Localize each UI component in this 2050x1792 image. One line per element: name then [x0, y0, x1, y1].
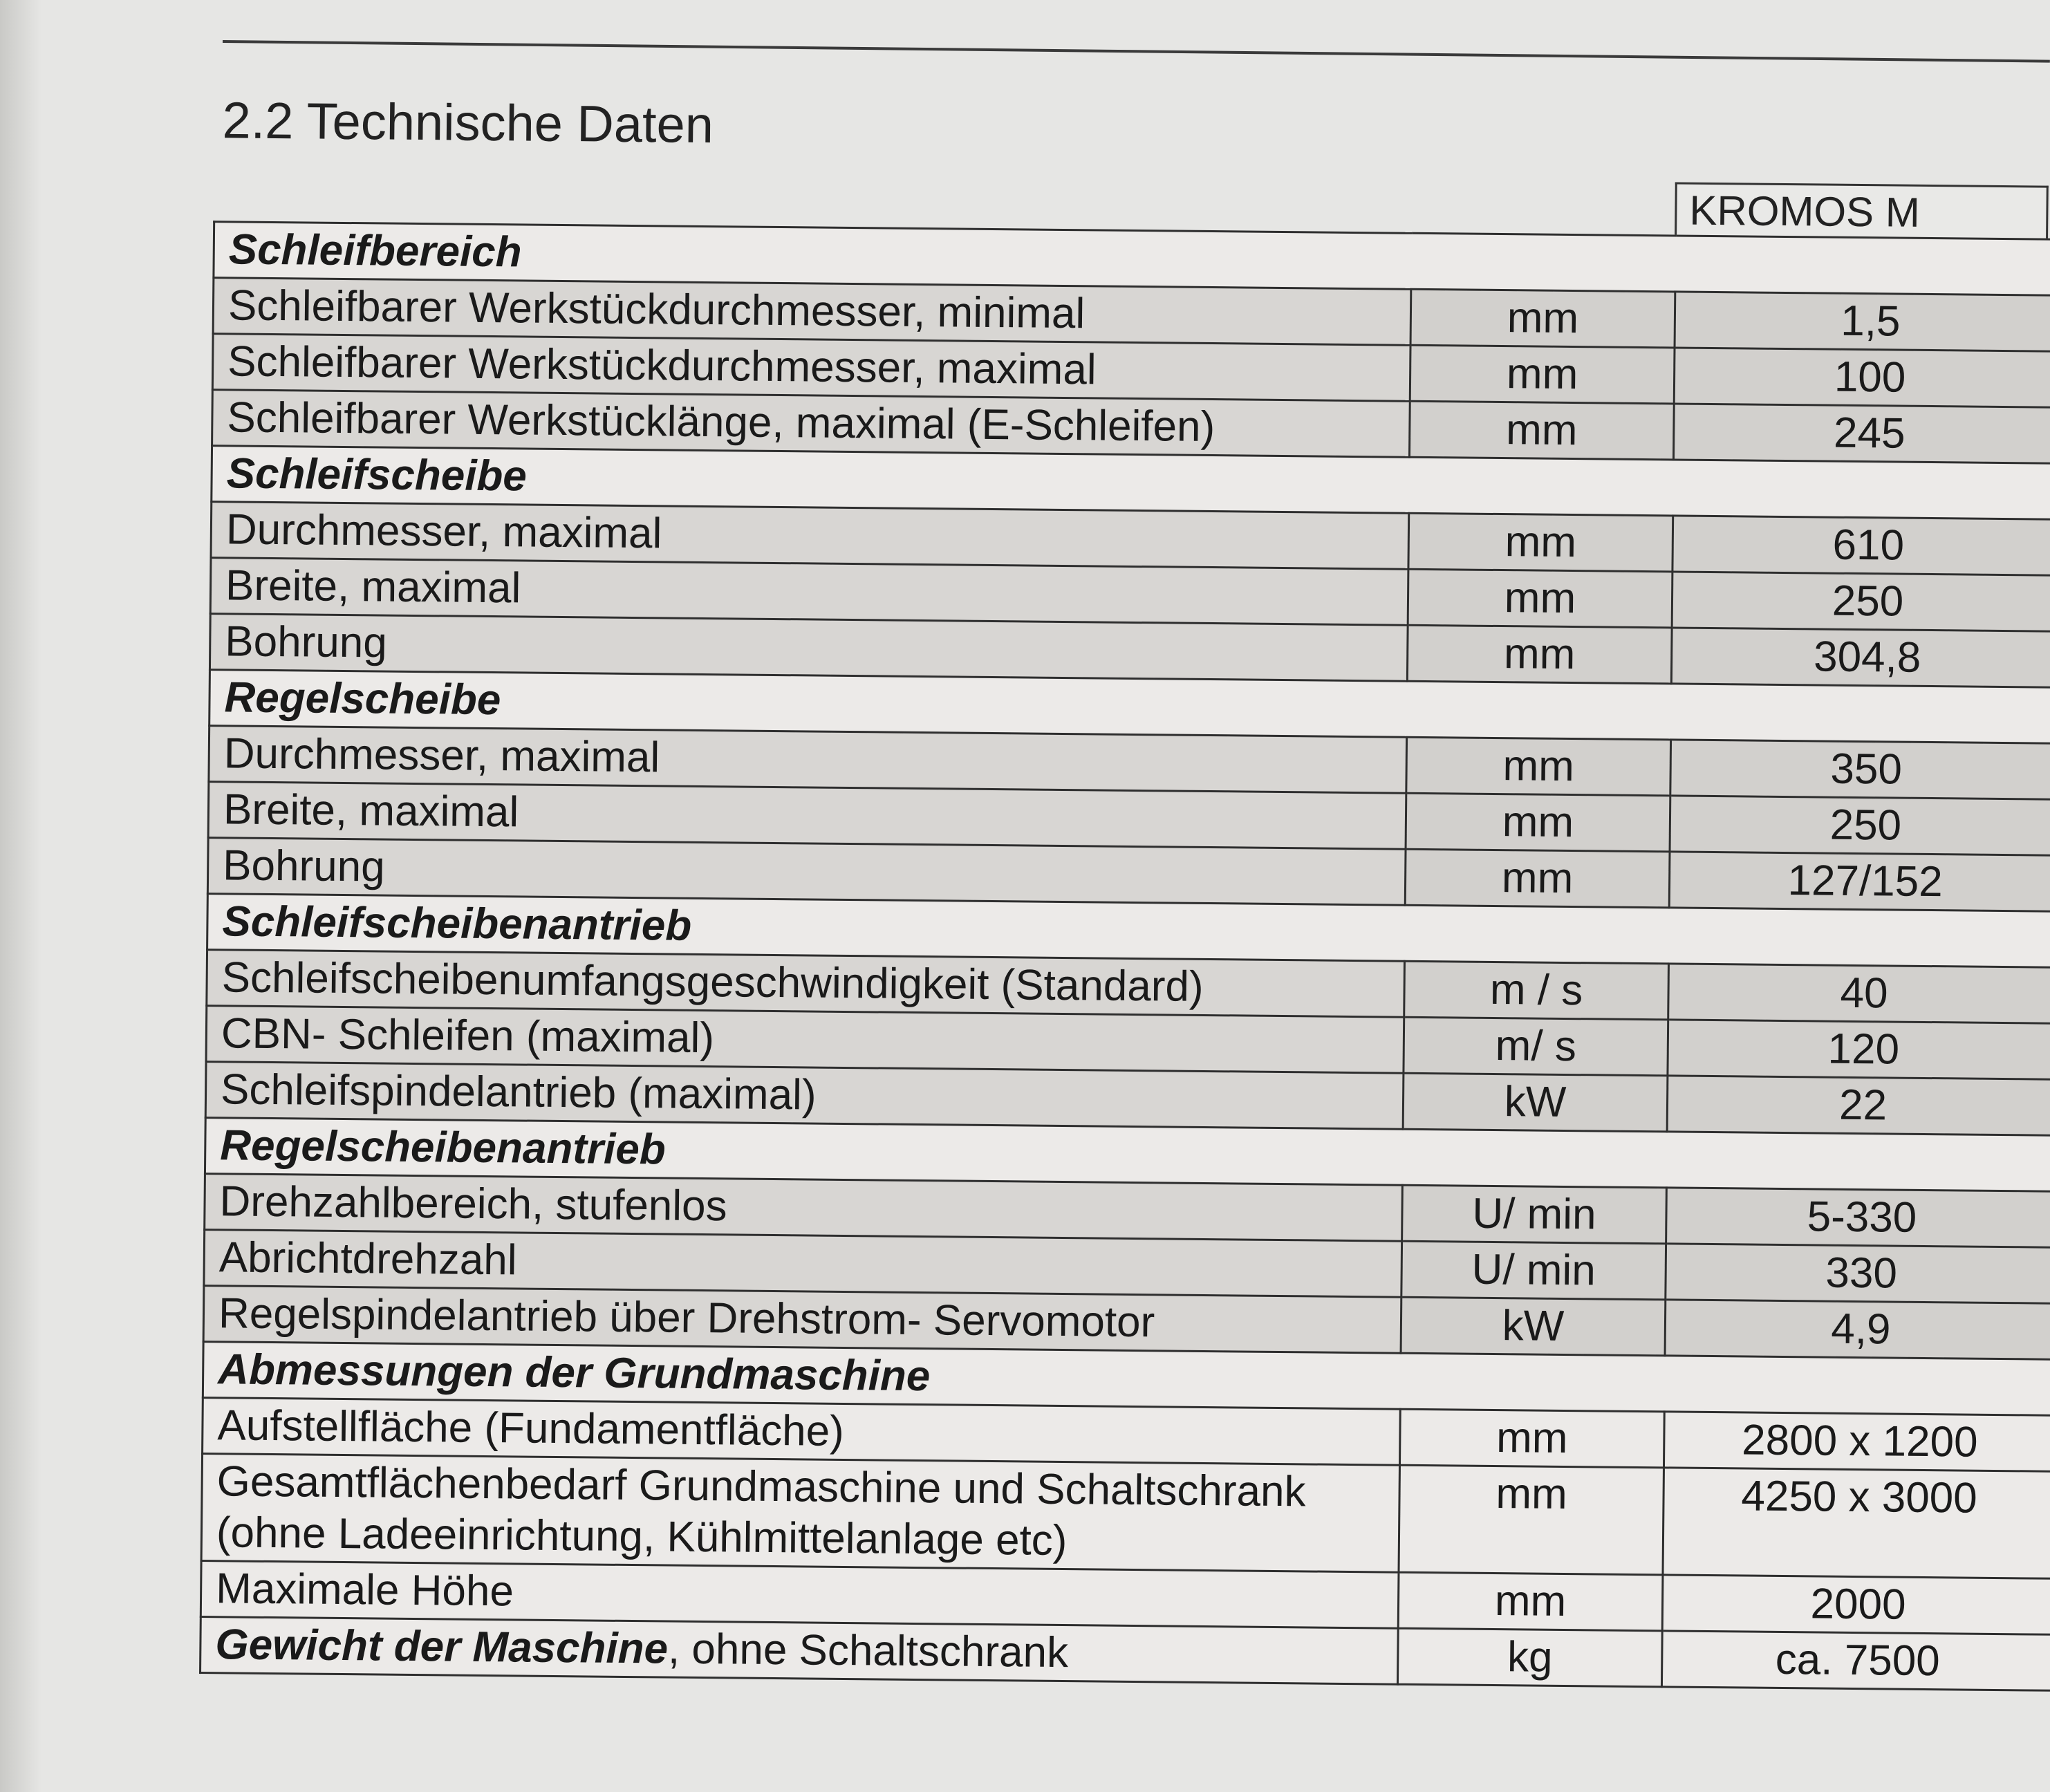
row-value: 245 [1673, 404, 2050, 463]
row-label: Breite, maximal [210, 558, 1408, 626]
row-value: 100 [1674, 348, 2050, 407]
row-value: 330 [1666, 1244, 2050, 1303]
technical-data-table [199, 221, 2050, 1692]
row-label: Schleifbarer Werkstücklänge, maximal (E-Schleifen) [212, 390, 1410, 458]
row-unit: mm [1405, 849, 1670, 908]
row-value: 1,5 [1675, 292, 2050, 351]
row-label: Aufstellfläche (Fundamentfläche) [203, 1398, 1401, 1466]
row-label: Schleifscheibenumfangsgeschwindigkeit (Standard) [207, 950, 1405, 1018]
row-label: Bohrung [207, 838, 1406, 906]
row-label-multiline [201, 1454, 1399, 1573]
row-value: 2800 x 1200 [1664, 1412, 2050, 1471]
row-value: 610 [1672, 516, 2050, 575]
row-unit: mm [1398, 1572, 1663, 1631]
section-heading: Schleifbereich [214, 222, 2050, 296]
row-label-emphasis: Gewicht der Maschine [215, 1621, 669, 1673]
row-value: ca. 7500 [1661, 1631, 2050, 1690]
row-unit: mm [1399, 1465, 1664, 1575]
section-title: 2.2 Technische Daten [222, 91, 714, 154]
spec-sheet [131, 90, 2050, 1686]
row-label-rest: , ohne Schaltschrank [667, 1625, 1069, 1677]
row-unit: mm [1406, 737, 1671, 796]
row-value: 250 [1672, 572, 2050, 631]
row-label: Bohrung [209, 614, 1408, 682]
row-value: 5-330 [1666, 1188, 2050, 1247]
section-heading: Regelscheibenantrieb [205, 1118, 2050, 1192]
row-label: Schleifspindelantrieb (maximal) [205, 1062, 1404, 1130]
row-unit: U/ min [1401, 1241, 1666, 1300]
row-value: 304,8 [1671, 628, 2050, 687]
row-label: Gesamtflächenbedarf Grundmaschine und Schaltschrank [216, 1457, 1306, 1516]
row-unit: mm [1408, 569, 1672, 628]
row-label-mixed [201, 1617, 1399, 1685]
row-value: 2000 [1662, 1575, 2050, 1634]
section-heading: Abmessungen der Grundmaschine [203, 1342, 2050, 1416]
row-unit: mm [1406, 793, 1670, 852]
row-unit: m / s [1404, 961, 1669, 1020]
row-unit: mm [1409, 401, 1674, 460]
row-unit: kW [1403, 1073, 1668, 1132]
row-unit: m/ s [1404, 1017, 1668, 1076]
row-label: Schleifbarer Werkstückdurchmesser, maximal [212, 334, 1410, 402]
row-label: Durchmesser, maximal [209, 726, 1407, 794]
row-unit: mm [1407, 625, 1672, 684]
row-unit: mm [1410, 289, 1675, 348]
row-value: 22 [1667, 1076, 2050, 1135]
row-unit: mm [1399, 1409, 1664, 1468]
row-unit: mm [1408, 513, 1673, 572]
row-unit: kW [1401, 1297, 1666, 1356]
row-label: Regelspindelantrieb über Drehstrom- Servomotor [203, 1286, 1401, 1354]
model-header-cell: KROMOS M [1675, 182, 2049, 238]
row-value: 40 [1668, 964, 2050, 1023]
row-value: 4,9 [1665, 1300, 2050, 1359]
row-label: Maximale Höhe [201, 1561, 1399, 1629]
page-edge-shadow [0, 0, 41, 1792]
row-label: Durchmesser, maximal [211, 502, 1409, 570]
row-unit: mm [1410, 345, 1675, 404]
row-value: 250 [1670, 796, 2050, 855]
table-row [201, 1454, 2050, 1579]
section-heading: Schleifscheibe [212, 446, 2050, 520]
row-label: Breite, maximal [208, 782, 1406, 850]
row-value: 120 [1668, 1020, 2050, 1079]
row-unit: kg [1397, 1628, 1662, 1687]
section-heading: Schleifscheibenantrieb [207, 894, 2050, 968]
row-label: Drehzahlbereich, stufenlos [205, 1174, 1403, 1242]
row-label-note: (ohne Ladeeinrichtung, Kühlmittelanlage etc) [216, 1509, 1068, 1565]
row-value: 350 [1670, 740, 2050, 799]
section-heading: Regelscheibe [209, 670, 2050, 744]
row-label: Schleifbarer Werkstückdurchmesser, minimal [213, 278, 1411, 346]
row-value: 4250 x 3000 [1663, 1468, 2050, 1578]
row-unit: U/ min [1402, 1185, 1667, 1244]
header-rule [223, 40, 2050, 63]
row-label: Abrichtdrehzahl [204, 1230, 1402, 1298]
row-value: 127/152 [1669, 852, 2050, 911]
row-label: CBN- Schleifen (maximal) [206, 1006, 1404, 1074]
